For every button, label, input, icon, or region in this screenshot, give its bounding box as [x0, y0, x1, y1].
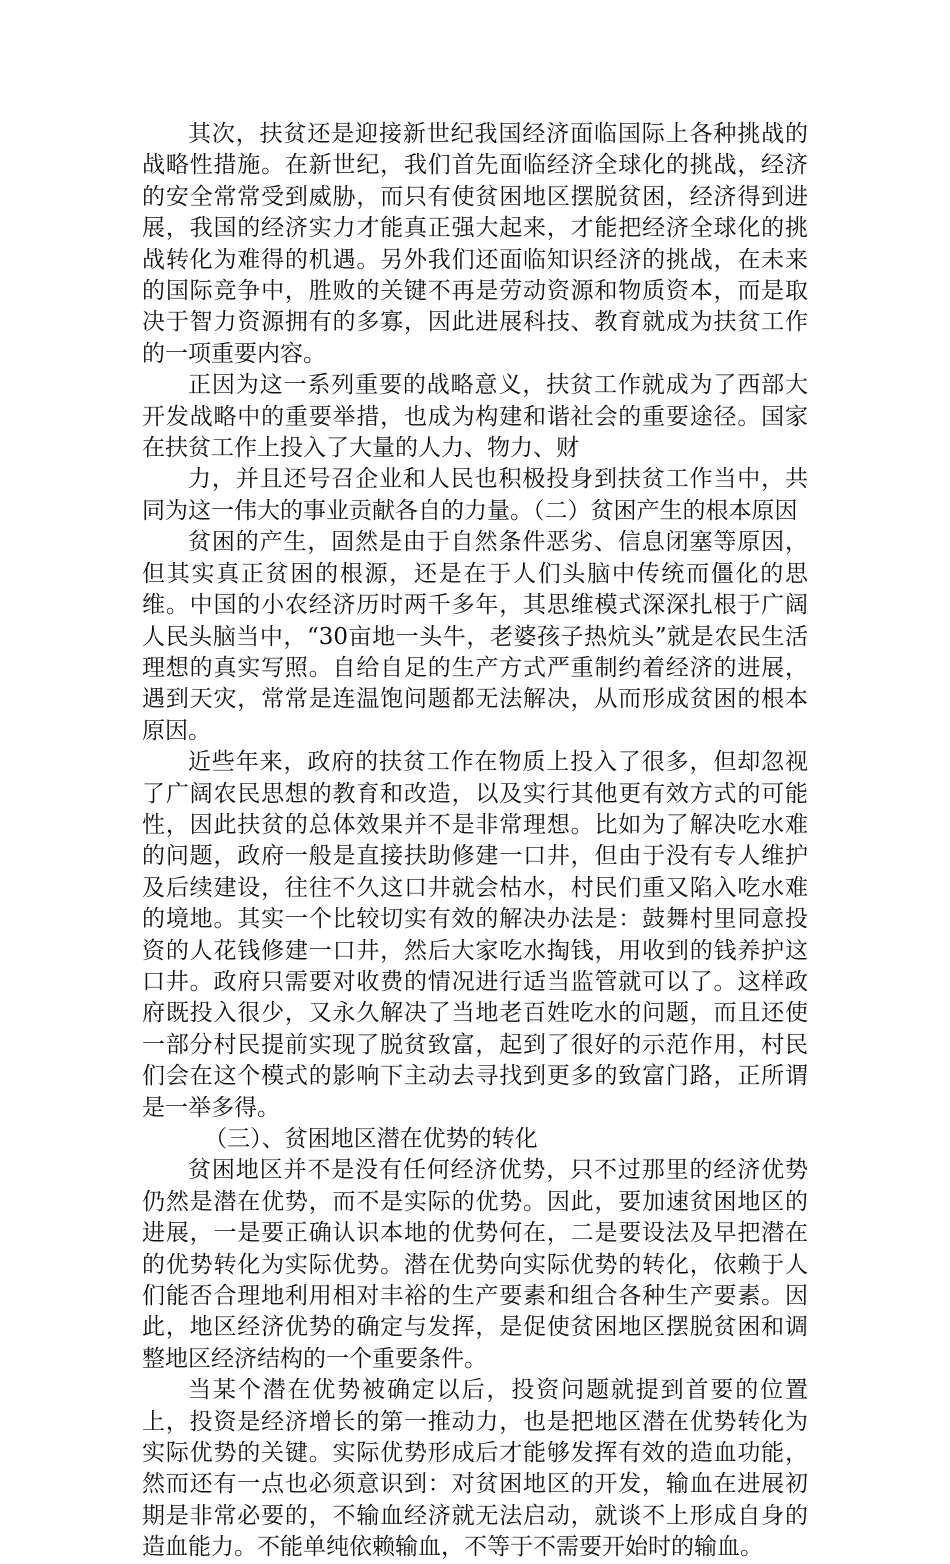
paragraph-government-efforts: 近些年来，政府的扶贫工作在物质上投入了很多，但却忽视了广阔农民思想的教育和改造，以及实行其他更有效方式的可能性，因此扶贫的总体效果并不是非常理想。比如为了解决吃水难的问题，政府一般是直接扶助修建一口井，但由于没有专人维护及后续建设，往往不久这口井就会枯水，村民们重又陷入吃水难的境地。其实一个比较切实有效的解决办法是：鼓舞村里同意投资的人花钱修建一口井，然后大家吃水掏钱，用收到的钱养护这口井。政府只需要对收费的情况进行适当监管就可以了。这样政府既投入很少，又永久解决了当地老百姓吃水的问题，而且还使一部分村民提前实现了脱贫致富，起到了很好的示范作用，村民们会在这个模式的影响下主动去寻找到更多的致富门路，正所谓是一举多得。 [142, 749, 808, 1121]
document-body [142, 119, 808, 1564]
paragraph-investment-key: 当某个潜在优势被确定以后，投资问题就提到首要的位置上，投资是经济增长的第一推动力，也是把地区潜在优势转化为实际优势的关键。实际优势形成后才能够发挥有效的造血功能，然而还有一点也必须意识到：对贫困地区的开发，输血在进展初期是非常必要的，不输血经济就无法启动，就谈不上形成自身的造血能力。不能单纯依赖输血，不等于不需要开始时的输血。 [142, 1377, 808, 1561]
paragraph-national-investment: 力，并且还号召企业和人民也积极投身到扶贫工作当中，共同为这一伟大的事业贡献各自的力量。（二）贫困产生的根本原因 [142, 466, 808, 524]
paragraph-strategic-significance: 正因为这一系列重要的战略意义，扶贫工作就成为了西部大开发战略中的重要举措，也成为构建和谐社会的重要途径。国家在扶贫工作上投入了大量的人力、物力、财 [142, 372, 808, 462]
section-heading-potential-advantages: （三）、贫困地区潜在优势的转化 [204, 1126, 538, 1152]
paragraph-poverty-causes: 贫困的产生，固然是由于自然条件恶劣、信息闭塞等原因，但其实真正贫困的根源，还是在于人们头脑中传统而僵化的思维。中国的小农经济历时两千多年，其思维模式深深扎根于广阔人民头脑当中，“30亩地一头牛，老婆孩子热炕头”就是农民生活理想的真实写照。自给自足的生产方式严重制约着经济的进展，遇到天灾，常常是连温饱问题都无法解决，从而形成贫困的根本原因。 [142, 529, 808, 744]
paragraph-potential-advantages: 贫困地区并不是没有任何经济优势，只不过那里的经济优势仍然是潜在优势，而不是实际的优势。因此，要加速贫困地区的进展，一是要正确认识本地的优势何在，二是要设法及早把潜在的优势转化为实际优势。潜在优势向实际优势的转化，依赖于人们能否合理地利用相对丰裕的生产要素和组合各种生产要素。因此，地区经济优势的确定与发挥，是促使贫困地区摆脱贫困和调整地区经济结构的一个重要条件。 [142, 1157, 808, 1372]
paragraph-strategic-measures: 其次，扶贫还是迎接新世纪我国经济面临国际上各种挑战的战略性措施。在新世纪，我们首先面临经济全球化的挑战，经济的安全常常受到威胁，而只有使贫困地区摆脱贫困，经济得到进展，我国的经济实力才能真正强大起来，才能把经济全球化的挑战转化为难得的机遇。另外我们还面临知识经济的挑战，在未来的国际竞争中，胜败的关键不再是劳动资源和物质资本，而是取决于智力资源拥有的多寡，因此进展科技、教育就成为扶贫工作的一项重要内容。 [142, 121, 808, 367]
